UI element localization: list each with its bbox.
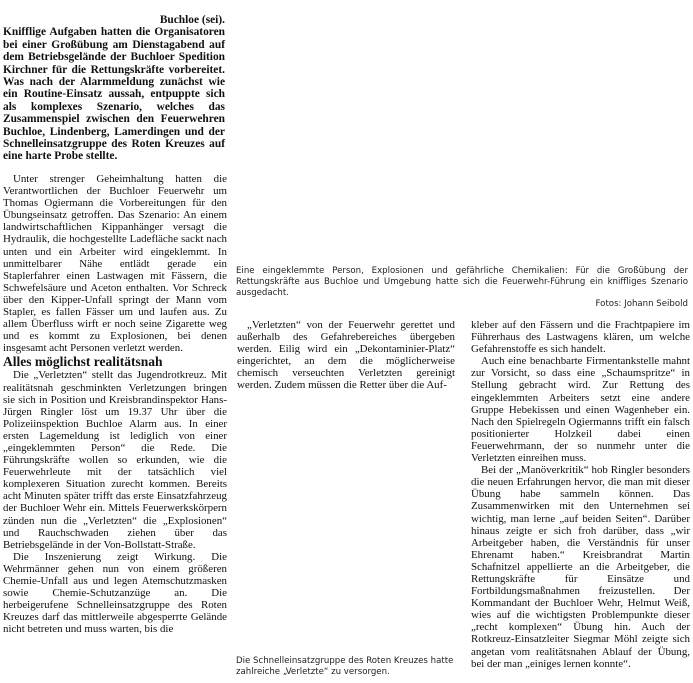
lead-text: Knifflige Aufgaben hatten die Organisatoren bei einer Großübung am Dienstagabend auf dem Betriebsgelände der Buchloer Spedition Kirchner für die Rettungskräfte vorbereitet. Was nach der Alarmmeldung zunächst wie ein Routine-Einsatz aussah, entpuppte sich als komplexes Szenario, welches das Zusammenspiel zwischen den Feuerwehren Buchloe, Lindenberg, Lamerdingen und der Schnelleinsatzgruppe des Roten Kreuzes auf eine harte Probe stellte. (3, 26, 225, 163)
paragraph: kleber auf den Fässern und die Frachtpapiere im Führerhaus des Lastwagens klären, um welche Gefahrenstoffe es sich handelt. (471, 319, 690, 356)
photo-caption-1 (236, 266, 688, 310)
paragraph: Auch eine benachbarte Firmentankstelle mahnt zur Vorsicht, so dass eine „Schaumspritze“ in Stellung gebracht wird. Zur Rettung des eingeklemmten Arbeiters setzt eine andere Gruppe Hebekissen und einen Wagenheber ein. Nach den Spielregeln Ogiermanns trifft ein falsch positionierter Holzkeil dabei einen Feuerwehrmann, der so nunmehr unter die Verletzten einreihen muss. (471, 355, 690, 465)
subheading: Alles möglichst realitätsnah (3, 354, 163, 370)
photo-caption-2 (236, 656, 458, 678)
caption-text: Eine eingeklemmte Person, Explosionen und gefährliche Chemikalien: Für die Großübung der Rettungskräfte aus Buchloe und Umgebung hatte sich die Feuerwehr-Führung ein kniffliges Szenario ausgedacht. (236, 266, 688, 298)
paragraph: Unter strenger Geheimhaltung hatten die Verantwortlichen der Buchloer Feuerwehr um Thomas Ogiermann die Vorbereitungen für den Übungseinsatz getroffen. Das Szenario: An einem landwirtschaftlichen Kippanhänger versagt die Hydraulik, die hochgestellte Ladefläche sackt nach unten und ein Arbeiter wird eingeklemmt. In unmittelbarer Nähe entlädt gerade ein Staplerfahrer einen Lastwagen mit Fässern, die Schwefelsäure und Aceton enthalten. Vor Schreck über den Kipper-Unfall springt der Mann vom Stapler, es fallen Fässer um und laufen aus. Zu allem Überfluss wirft er noch seine Zigarette weg und es kommt zu Explosionen, bei denen insgesamt acht Personen verletzt werden. (3, 173, 227, 355)
paragraph: „Verletzten“ von der Feuerwehr gerettet und außerhalb des Gefahrebereiches übergeben werden. Eilig wird ein „Dekontaminier-Platz“ eingerichtet, an dem die möglicherweise chemisch verseuchten Verletzten gereinigt werden. Zudem müssen die Retter über die Auf- (237, 319, 455, 392)
photo-1 (236, 14, 690, 264)
dateline: Buchloe (sei). (159, 14, 225, 26)
article-column-2 (237, 319, 455, 392)
article-column-3 (471, 319, 690, 670)
article-lead (3, 14, 225, 163)
paragraph: Die „Verletzten“ stellt das Jugendrotkreuz. Mit realitätsnah geschminkten Verletzungen bringen sie sich in Position und Kreisbrandinspektor Hans-Jürgen Ringler löst um 19.37 Uhr über die Polizeiinspektion Buchloe Alarm aus. In einer ersten Lagemeldung ist lediglich von einer „eingeklemmten Person“ die Rede. Die Führungskräfte wollen so erkunden, wie die Feuerwehrleute mit der tatsächlich viel komplexeren Situation zurecht kommen. Bereits acht Minuten später trifft das erste Einsatzfahrzeug der Buchloer Wehr ein. Mittels Feuerwerkskörpern zünden nun die „Verletzten“ die „Explosionen“ und Rauchschwaden ziehen über das Betriebsgelände in der Von-Bollstatt-Straße. (3, 369, 227, 551)
paragraph: Bei der „Manöverkritik“ hob Ringler besonders die neuen Erfahrungen hervor, die man mit dieser Übung habe sammeln können. Das Zusammenwirken mit den Unternehmen sei wichtig, man lerne „auf beiden Seiten“. Darüber hinaus zeigte er sich froh darüber, dass „wir Arbeitgeber haben, die Verständnis für unser Ehrenamt haben.“ Kreisbrandrat Martin Schafnitzel appellierte an die Arbeitgeber, die Rettungskräfte für Einsätze und Fortbildungsmaßnahmen freizustellen. Der Kommandant der Buchloer Wehr, Helmut Weiß, wies auf die wichtigsten Problempunkte dieser „recht komplexen“ Übung hin. Auch der Rotkreuz-Einsatzleiter Siegmar Möhl zeigte sich angetan vom realitätsnahen Ablauf der Übung, bei der man „einiges lernen konnte“. (471, 464, 690, 670)
paragraph: Die Inszenierung zeigt Wirkung. Die Wehrmänner gehen nun von einem größeren Chemie-Unfall aus und legen Atemschutzmasken sowie Chemie-Schutzanzüge an. Die herbeigerufene Schnelleinsatzgruppe des Roten Kreuzes darf das mittlerweile abgesperrte Gelände nicht betreten und muss warten, bis die (3, 550, 227, 636)
photo-2 (236, 430, 456, 655)
caption-text: Die Schnelleinsatzgruppe des Roten Kreuzes hatte zahlreiche „Verletzte“ zu versorgen. (236, 656, 454, 677)
photo-credit: Fotos: Johann Seibold (595, 299, 688, 309)
article-column-1 (3, 173, 227, 635)
